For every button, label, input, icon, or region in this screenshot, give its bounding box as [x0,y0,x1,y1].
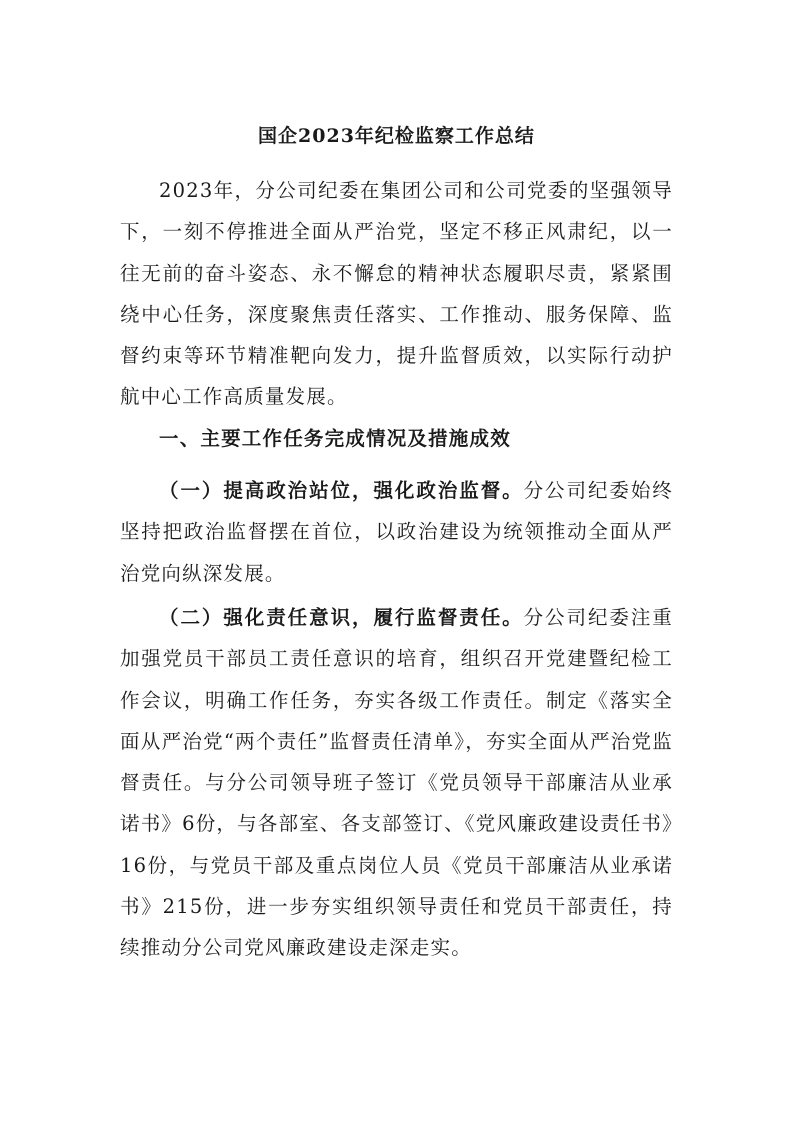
item-1-heading: （一）提高政治站位，强化政治监督。 [159,479,524,502]
item-1-text: 分公司纪委始终坚持把政治监督摆在首位，以政治建设为统领推动全面从严治党向纵深发展。 [120,479,673,585]
intro-paragraph: 2023年，分公司纪委在集团公司和公司党委的坚强领导下，一刻不停推进全面从严治党，坚定不移正风肃纪，以一往无前的奋斗姿态、永不懈怠的精神状态履职尽责，紧紧围绕中心任务，深度聚焦责任落实、工作推动、服务保障、监督约束等环节精准靶向发力，提升监督质效，以实际行动护航中心工作高质量发展。 [120,179,673,409]
item-2-text: 分公司纪委注重加强党员干部员工责任意识的培育，组织召开党建暨纪检工作会议，明确工作任务，夯实各级工作责任。制定《落实全面从严治党“两个责任”监督责任清单》，夯实全面从严治党监督责任。与分公司领导班子签订《党员领导干部廉洁从业承诺书》6份，与各部室、各支部签订、《党风廉政建设责任书》16份，与党员干部及重点岗位人员《党员干部廉洁从业承诺书》215份，进一步夯实组织领导责任和党员干部责任，持续推动分公司党风廉政建设走深走实。 [120,606,674,960]
section-heading: 一、主要工作任务完成情况及措施成效 [159,427,511,450]
item-2-paragraph [120,597,673,969]
document-title: 国企2023年纪检监察工作总结 [258,125,535,147]
item-1-paragraph [120,470,673,594]
item-2-heading: （二）强化责任意识，履行监督责任。 [159,606,524,629]
